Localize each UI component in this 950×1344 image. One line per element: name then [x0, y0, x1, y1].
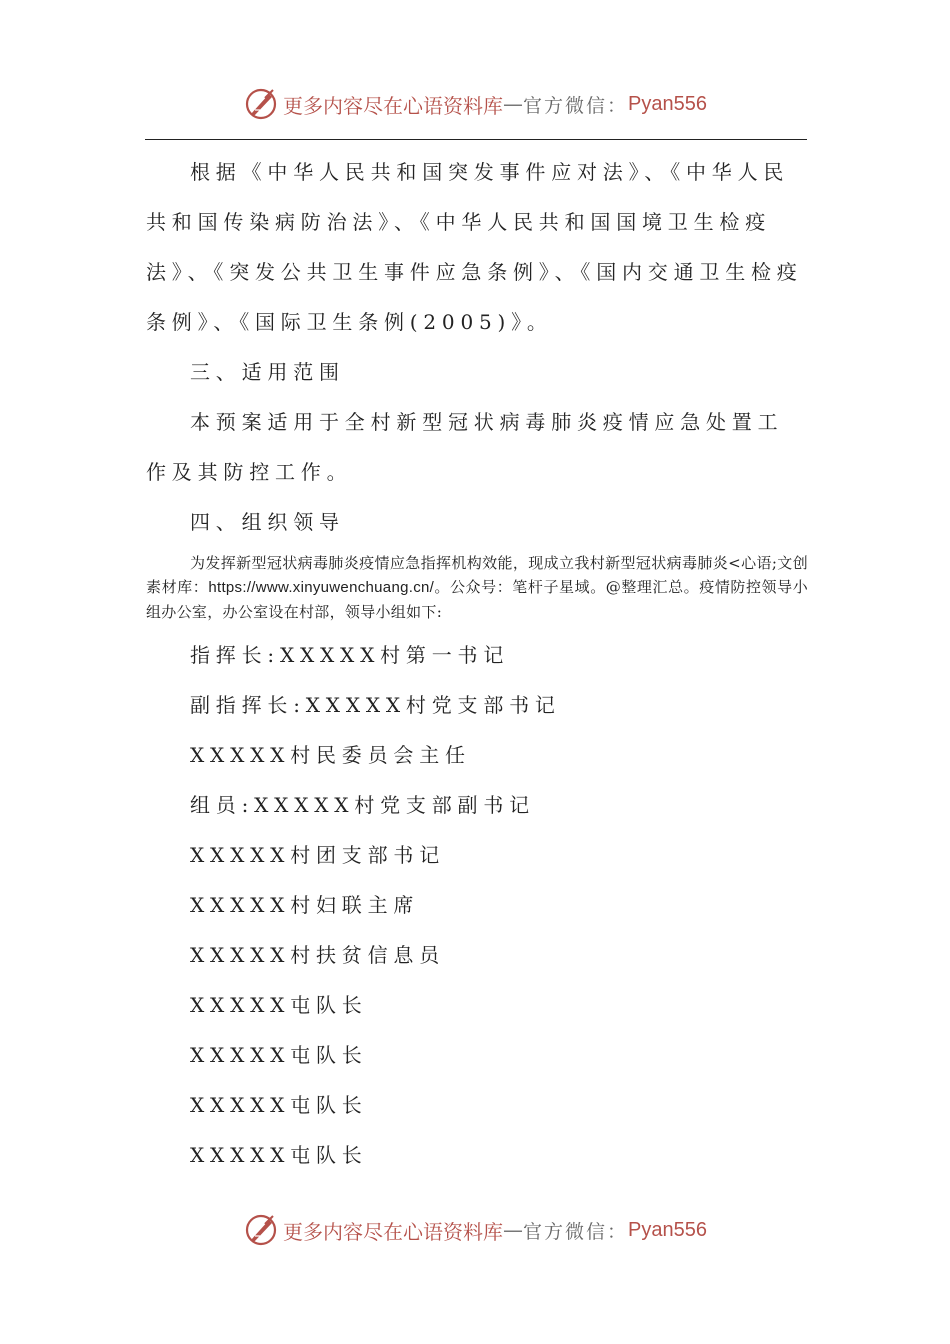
section-3-heading: 三、适用范围	[190, 360, 345, 384]
section-4-heading: 四、组织领导	[190, 510, 345, 534]
section-3-paragraph: 本预案适用于全村新型冠状病毒肺炎疫情应急处置工作及其防控工作。	[146, 410, 784, 484]
header-dash: —	[503, 92, 523, 116]
footer-site-name: 更多内容尽在心语资料库	[283, 1219, 503, 1244]
member-list-item: XXXXX屯队长	[190, 1143, 368, 1167]
member-list-item: XXXXX屯队长	[190, 1093, 368, 1117]
footer-dash: —	[503, 1218, 523, 1242]
member-list-item: XXXXX村民委员会主任	[190, 743, 471, 767]
footer-banner	[0, 1210, 950, 1250]
member-list-item: XXXXX屯队长	[190, 1043, 368, 1067]
header-divider	[145, 139, 807, 140]
member-list-item: 指挥长:XXXXX村第一书记	[190, 643, 510, 667]
member-list-item: XXXXX屯队长	[190, 993, 368, 1017]
header-wechat-label: 官方微信：	[523, 94, 629, 117]
footer-wechat-id: Pyan556	[628, 1218, 707, 1241]
member-list-item: 副指挥长:XXXXX村党支部书记	[190, 693, 561, 717]
section-4-text-a: 为发挥新型冠状病毒肺炎疫情应急指挥机构效能，现成立我村新型冠状病毒肺炎<心语;文创素材库：	[146, 554, 808, 596]
section-4-text-b: 。公众号：笔杆子星域。@整理汇总。疫情防控领导小组办公室，办公室设在村部，领导小组如下:	[146, 578, 809, 621]
quill-logo-icon	[243, 1212, 279, 1248]
quill-logo-icon	[243, 86, 279, 122]
header-site-name: 更多内容尽在心语资料库	[283, 93, 503, 118]
member-list-item: XXXXX村团支部书记	[190, 843, 445, 867]
source-url-text: https://www.xinyuwenchuang.cn/	[208, 579, 435, 596]
footer-wechat-label: 官方微信：	[523, 1220, 629, 1243]
member-list-item: XXXXX村扶贫信息员	[190, 943, 445, 967]
header-banner	[0, 84, 950, 124]
document-body	[146, 147, 808, 1180]
member-list-item: 组员:XXXXX村党支部副书记	[190, 793, 535, 817]
member-list-item: XXXXX村妇联主席	[190, 893, 420, 917]
section-4-paragraph	[146, 551, 808, 624]
header-wechat-id: Pyan556	[628, 92, 707, 115]
legal-basis-paragraph: 根据《中华人民共和国突发事件应对法》、《中华人民共和国传染病防治法》、《中华人民共和国国境卫生检疫法》、《突发公共卫生事件应急条例》、《国内交通卫生检疫条例》、《国际卫生条例(2005)》。	[146, 160, 803, 334]
